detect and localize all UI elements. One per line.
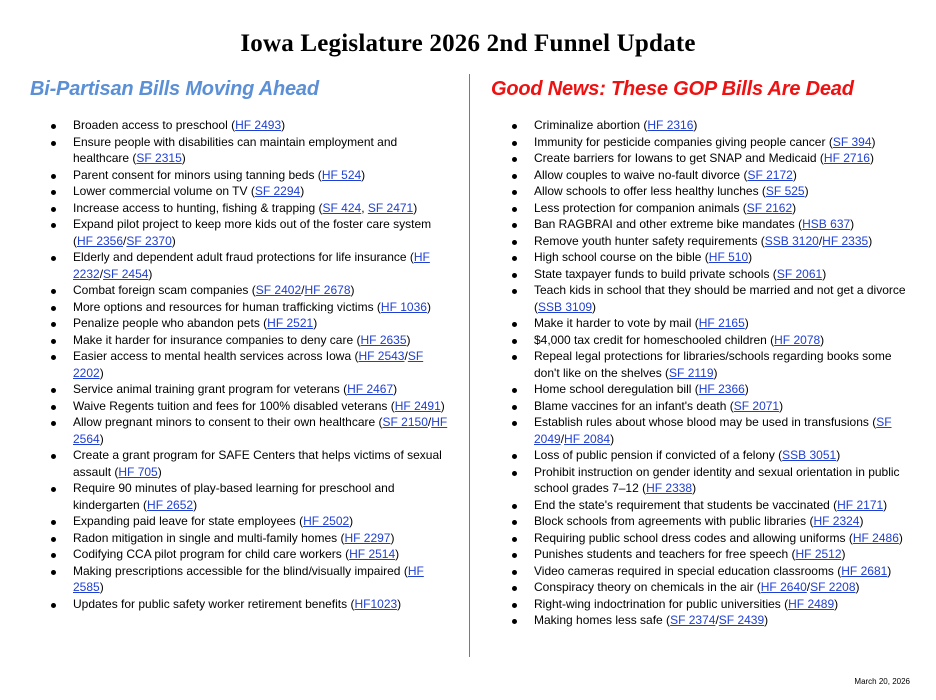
bill-description-text: ) <box>397 596 402 611</box>
bill-description-text: / <box>806 580 811 594</box>
bill-number-link[interactable]: HF 2297 <box>344 530 391 545</box>
bill-description-text: ) <box>393 382 398 396</box>
bill-number-link[interactable]: SSB 3120 <box>764 233 819 248</box>
bullet-icon <box>512 141 517 146</box>
page-title: Iowa Legislature 2026 2nd Funnel Update <box>240 30 696 57</box>
dead-bill-list <box>491 117 909 629</box>
bill-list-item <box>491 266 909 283</box>
bill-number-link[interactable]: HF 2493 <box>235 118 282 132</box>
dead-bills-column <box>491 74 909 629</box>
bill-list-item <box>491 530 909 547</box>
bullet-icon <box>512 471 517 476</box>
bill-description-text: ) <box>841 547 846 561</box>
bill-description-text: / <box>427 415 432 429</box>
bill-description-text: ) <box>792 200 797 215</box>
bill-description-text: Parent consent for minors using tanning beds ( <box>73 167 322 182</box>
bill-description-text: ) <box>883 497 888 512</box>
bill-number-link[interactable]: HF 2652 <box>147 497 194 512</box>
bill-description-text: ) <box>836 448 841 462</box>
bill-list-item <box>491 348 909 381</box>
bill-list-item <box>491 117 909 134</box>
bill-description-text: ) <box>764 613 769 627</box>
bill-description-text: ) <box>744 382 749 396</box>
bill-list-item <box>30 249 448 282</box>
bullet-icon <box>51 141 56 146</box>
bullet-icon <box>512 223 517 228</box>
bill-number-link[interactable]: HF 2467 <box>347 382 394 396</box>
bill-description-text: Make it harder for insurance companies to deny care ( <box>73 332 361 347</box>
bill-description-text: Allow schools to offer less healthy lunches ( <box>534 184 766 198</box>
bill-number-link[interactable]: HF 524 <box>321 167 362 182</box>
bullet-icon <box>512 570 517 575</box>
bill-description-text: Criminalize abortion ( <box>534 118 648 132</box>
bill-description-text: Video cameras required in special education classrooms ( <box>534 563 842 578</box>
bill-description-text: Teach kids in school that they should be married and not get a divorce ( <box>534 283 906 314</box>
bullet-icon <box>51 207 56 212</box>
bill-description-text: ) <box>855 580 860 594</box>
bill-description-text: ) <box>898 530 903 545</box>
bill-description-text: ) <box>834 596 839 611</box>
bill-list-item <box>491 596 909 613</box>
bill-description-text: ) <box>850 217 855 231</box>
bill-description-text: ) <box>822 266 827 281</box>
bill-description-text: ) <box>887 563 892 578</box>
bill-list-item <box>30 167 448 184</box>
bill-list-item <box>491 216 909 233</box>
bill-description-text: , <box>361 200 368 215</box>
bill-description-text: ) <box>592 299 597 314</box>
bill-number-link[interactable]: SF 2315 <box>136 151 182 165</box>
bill-list-item <box>491 414 909 447</box>
bullet-icon <box>512 553 517 558</box>
bill-description-text: Lower commercial volume on TV ( <box>73 184 255 198</box>
bullet-icon <box>512 537 517 542</box>
bill-description-text: Easier access to mental health services across Iowa ( <box>73 349 359 363</box>
bill-description-text: / <box>715 613 719 627</box>
bill-number-link[interactable]: HF 2678 <box>304 283 351 297</box>
bill-number-link[interactable]: HF 2543 <box>358 349 405 363</box>
bill-description-text: Blame vaccines for an infant's death ( <box>534 398 734 413</box>
bill-list-item <box>30 480 448 513</box>
bill-description-text: ) <box>693 118 698 132</box>
bill-description-text: ) <box>859 514 864 528</box>
bill-list-item <box>491 563 909 580</box>
dead-bills-heading: Good News: These GOP Bills Are Dead <box>491 78 854 100</box>
bill-number-link[interactable]: SF 2454 <box>103 266 149 281</box>
bill-number-link[interactable]: SF 2162 <box>746 200 793 215</box>
bill-description-text: ) <box>406 332 411 347</box>
bill-description-text: Conspiracy theory on chemicals in the air ( <box>534 580 761 594</box>
bill-list-item <box>491 579 909 596</box>
bill-description-text: ) <box>804 184 809 198</box>
bullet-icon <box>51 339 56 344</box>
bill-number-link[interactable]: SF 2202 <box>73 349 424 380</box>
bullet-icon <box>51 405 56 410</box>
bill-number-link[interactable]: HF 2165 <box>698 316 745 330</box>
bill-number-link[interactable]: SF 2061 <box>776 266 823 281</box>
bill-description-text: Making prescriptions accessible for the blind/visually impaired ( <box>73 563 408 578</box>
bill-list-item <box>30 546 448 563</box>
bill-list-item <box>30 398 448 415</box>
bill-number-link[interactable]: SF 2439 <box>718 613 765 627</box>
bill-description-text: ) <box>779 398 784 413</box>
bill-number-link[interactable]: HF 2716 <box>823 151 870 165</box>
bill-description-text: Create a grant program for SAFE Centers that helps victims of sexual assault ( <box>73 448 442 479</box>
bullet-icon <box>51 124 56 129</box>
bill-number-link[interactable]: SF 424 <box>322 200 362 215</box>
bill-list-item <box>491 150 909 167</box>
bill-description-text: ) <box>868 233 873 248</box>
bill-description-text: Elderly and dependent adult fraud protections for life insurance ( <box>73 250 414 264</box>
bill-number-link[interactable]: SF 2150 <box>382 415 428 429</box>
bill-number-link[interactable]: HF 2084 <box>564 431 611 446</box>
bullet-icon <box>512 124 517 129</box>
bill-list-item <box>491 249 909 266</box>
bullet-icon <box>512 289 517 294</box>
bill-description-text: ) <box>871 134 876 149</box>
bill-description-text: Codifying CCA pilot program for child care workers ( <box>73 547 350 561</box>
bill-number-link[interactable]: HF 2564 <box>73 415 448 446</box>
bill-number-link[interactable]: HF 2514 <box>349 547 396 561</box>
bullet-icon <box>512 207 517 212</box>
bill-description-text: ) <box>281 118 286 132</box>
bill-description-text: ) <box>157 464 162 479</box>
bill-description-text: Requiring public school dress codes and allowing uniforms ( <box>534 530 853 545</box>
bill-number-link[interactable]: HF 2640 <box>760 580 807 594</box>
bill-description-text: Remove youth hunter safety requirements ( <box>534 233 765 248</box>
bill-number-link[interactable]: HF 2681 <box>841 563 888 578</box>
bill-description-text: Ensure people with disabilities can maintain employment and healthcare ( <box>73 134 398 165</box>
bill-description-text: Require 90 minutes of play-based learning for preschool and kindergarten ( <box>73 481 395 512</box>
bill-description-text: ) <box>692 481 697 495</box>
bill-description-text: Service animal training grant program for veterans ( <box>73 382 348 396</box>
bullet-icon <box>51 520 56 525</box>
bullet-icon <box>51 223 56 228</box>
bill-description-text: Expand pilot project to keep more kids out of the foster care system ( <box>73 217 432 248</box>
bill-list-item <box>491 398 909 415</box>
bullet-icon <box>51 388 56 393</box>
column-divider <box>469 74 470 657</box>
bill-number-link[interactable]: HF 1036 <box>380 299 427 314</box>
bullet-icon <box>51 421 56 426</box>
bullet-icon <box>51 289 56 294</box>
bill-description-text: Ban RAGBRAI and other extreme bike mandates ( <box>534 217 803 231</box>
bill-description-text: Penalize people who abandon pets ( <box>73 316 268 330</box>
bill-description-text: More options and resources for human trafficking victims ( <box>73 299 381 314</box>
bill-description-text: / <box>301 283 305 297</box>
document-date: March 20, 2026 <box>854 677 910 686</box>
bill-number-link[interactable]: SF 2119 <box>669 365 714 380</box>
bullet-icon <box>512 586 517 591</box>
bill-description-text: Combat foreign scam companies ( <box>73 283 256 297</box>
bill-number-link[interactable]: HF 705 <box>118 464 158 479</box>
bullet-icon <box>512 322 517 327</box>
bullet-icon <box>51 553 56 558</box>
bill-number-link[interactable]: SSB 3109 <box>538 299 593 314</box>
bill-description-text: ) <box>349 514 354 528</box>
bill-number-link[interactable]: SF 2172 <box>747 167 793 182</box>
bipartisan-column <box>30 74 448 612</box>
bullet-icon <box>512 339 517 344</box>
bill-list-item <box>30 596 448 613</box>
bill-description-text: ) <box>440 398 445 413</box>
bill-number-link[interactable]: HF 2338 <box>646 481 693 495</box>
bill-list-item <box>30 299 448 316</box>
bullet-icon <box>512 388 517 393</box>
bill-description-text: Prohibit instruction on gender identity and sexual orientation in public school grades 7–12 ( <box>534 464 900 495</box>
bill-list-item <box>30 381 448 398</box>
bill-list-item <box>30 216 448 249</box>
bullet-icon <box>512 157 517 162</box>
bill-list-item <box>491 447 909 464</box>
bill-list-item <box>491 546 909 563</box>
bill-list-item <box>30 134 448 167</box>
bill-list-item <box>30 200 448 217</box>
bill-description-text: / <box>404 349 408 363</box>
bullet-icon <box>51 256 56 261</box>
bill-description-text: Repeal legal protections for libraries/schools regarding books some don't like on the shelves ( <box>534 349 892 380</box>
bill-description-text: ) <box>610 431 615 446</box>
bill-number-link[interactable]: HF 2491 <box>394 398 441 413</box>
bill-number-link[interactable]: HF 2316 <box>647 118 694 132</box>
bill-list-item <box>491 497 909 514</box>
bill-list-item <box>30 315 448 332</box>
bill-number-link[interactable]: SF 525 <box>765 184 805 198</box>
bill-number-link[interactable]: HF 2489 <box>788 596 835 611</box>
bullet-icon <box>51 537 56 542</box>
bill-description-text: ) <box>99 365 104 380</box>
bill-description-text: Home school deregulation bill ( <box>534 382 699 396</box>
bill-number-link[interactable]: SF 2370 <box>126 233 172 248</box>
bill-list-item <box>491 315 909 332</box>
bipartisan-bill-list <box>30 117 448 612</box>
bill-number-link[interactable]: SSB 3051 <box>782 448 837 462</box>
bill-description-text: Allow pregnant minors to consent to their own healthcare ( <box>73 415 383 429</box>
bill-description-text: / <box>560 431 565 446</box>
bill-number-link[interactable]: HF 510 <box>708 250 749 264</box>
bill-description-text: ) <box>748 250 753 264</box>
bill-number-link[interactable]: HF 2356 <box>77 233 124 248</box>
bill-list-item <box>491 464 909 497</box>
bill-number-link[interactable]: SF 2294 <box>254 184 301 198</box>
bill-description-text: Right-wing indoctrination for public universities ( <box>534 596 789 611</box>
bullet-icon <box>51 570 56 575</box>
bill-description-text: Radon mitigation in single and multi-family homes ( <box>73 530 345 545</box>
bill-description-text: State taxpayer funds to build private schools ( <box>534 266 777 281</box>
bill-description-text: / <box>123 233 127 248</box>
bill-description-text: ) <box>193 497 198 512</box>
bill-description-text: Expanding paid leave for state employees ( <box>73 514 304 528</box>
bullet-icon <box>512 405 517 410</box>
bullet-icon <box>512 355 517 360</box>
bill-list-item <box>30 530 448 547</box>
bill-description-text: $4,000 tax credit for homeschooled children ( <box>534 332 775 347</box>
bill-description-text: Block schools from agreements with public libraries ( <box>534 514 814 528</box>
bill-number-link[interactable]: SF 2374 <box>670 613 716 627</box>
bill-description-text: Making homes less safe ( <box>534 613 671 627</box>
bill-description-text: Punishes students and teachers for free speech ( <box>534 547 796 561</box>
bullet-icon <box>512 190 517 195</box>
bullet-icon <box>512 174 517 179</box>
bill-number-link[interactable]: SF 2049 <box>534 415 892 446</box>
bill-description-text: Loss of public pension if convicted of a felony ( <box>534 448 783 462</box>
bill-list-item <box>30 117 448 134</box>
bill-number-link[interactable]: HF 2366 <box>698 382 745 396</box>
bill-number-link[interactable]: HF 2171 <box>837 497 884 512</box>
bill-list-item <box>30 513 448 530</box>
bill-description-text: Waive Regents tuition and fees for 100% disabled veterans ( <box>73 398 395 413</box>
bill-number-link[interactable]: SF 394 <box>832 134 872 149</box>
bullet-icon <box>512 504 517 509</box>
bill-description-text: Less protection for companion animals ( <box>534 200 747 215</box>
bullet-icon <box>512 273 517 278</box>
bill-description-text: ) <box>350 283 355 297</box>
bullet-icon <box>51 306 56 311</box>
bill-description-text: Immunity for pesticide companies giving people cancer ( <box>534 134 833 149</box>
bill-list-item <box>491 167 909 184</box>
bill-description-text: ) <box>148 266 153 281</box>
bill-list-item <box>491 183 909 200</box>
bill-description-text: ) <box>361 167 366 182</box>
bill-number-link[interactable]: HF 2078 <box>774 332 821 347</box>
bullet-icon <box>512 256 517 261</box>
bill-description-text: ) <box>313 316 318 330</box>
bill-description-text: Create barriers for Iowans to get SNAP and Medicaid ( <box>534 151 824 165</box>
bill-number-link[interactable]: HF 2335 <box>822 233 869 248</box>
bill-description-text: ) <box>395 547 400 561</box>
bill-list-item <box>491 612 909 629</box>
bullet-icon <box>512 520 517 525</box>
bill-list-item <box>491 282 909 315</box>
bill-description-text: ) <box>99 431 104 446</box>
bill-number-link[interactable]: HF 2232 <box>73 250 430 281</box>
bill-list-item <box>30 414 448 447</box>
bill-list-item <box>30 332 448 349</box>
bullet-icon <box>51 603 56 608</box>
bill-number-link[interactable]: HF 2521 <box>267 316 314 330</box>
bill-description-text: ) <box>300 184 305 198</box>
bill-list-item <box>491 134 909 151</box>
bill-description-text: ) <box>426 299 431 314</box>
bullet-icon <box>51 487 56 492</box>
bill-description-text: Allow couples to waive no-fault divorce ( <box>534 167 748 182</box>
bill-number-link[interactable]: HF 2512 <box>795 547 842 561</box>
bill-list-item <box>491 513 909 530</box>
bill-list-item <box>491 200 909 217</box>
bill-number-link[interactable]: HF 2585 <box>73 563 424 594</box>
bill-description-text: ) <box>390 530 395 545</box>
bill-description-text: ) <box>792 167 797 182</box>
bill-number-link[interactable]: HF 2324 <box>813 514 860 528</box>
bullet-icon <box>51 454 56 459</box>
bill-description-text: / <box>99 266 104 281</box>
bullet-icon <box>51 190 56 195</box>
bill-description-text: Broaden access to preschool ( <box>73 118 236 132</box>
bill-description-text: ) <box>869 151 874 165</box>
bill-description-text: ) <box>820 332 825 347</box>
bill-number-link[interactable]: HF1023 <box>354 596 398 611</box>
bullet-icon <box>512 421 517 426</box>
bill-description-text: ) <box>99 580 104 594</box>
bullet-icon <box>512 240 517 245</box>
bill-number-link[interactable]: SF 2208 <box>810 580 856 594</box>
bill-number-link[interactable]: SF 2071 <box>733 398 780 413</box>
bill-number-link[interactable]: SF 2402 <box>255 283 302 297</box>
bullet-icon <box>512 603 517 608</box>
bill-description-text: End the state's requirement that students be vaccinated ( <box>534 497 838 512</box>
bill-description-text: Increase access to hunting, fishing & trapping ( <box>73 200 323 215</box>
bill-description-text: High school course on the bible ( <box>534 250 709 264</box>
bill-description-text: Updates for public safety worker retirement benefits ( <box>73 596 355 611</box>
bipartisan-heading: Bi-Partisan Bills Moving Ahead <box>30 78 319 100</box>
bill-list-item <box>30 447 448 480</box>
bill-description-text: Establish rules about whose blood may be used in transfusions ( <box>534 415 877 429</box>
bill-description-text: ) <box>744 316 749 330</box>
bullet-icon <box>51 174 56 179</box>
bill-description-text: ) <box>181 151 186 165</box>
bill-list-item <box>491 233 909 250</box>
bill-number-link[interactable]: SF 2471 <box>367 200 414 215</box>
bill-list-item <box>491 332 909 349</box>
bill-number-link[interactable]: HF 2486 <box>852 530 899 545</box>
bill-description-text: / <box>818 233 823 248</box>
bullet-icon <box>51 322 56 327</box>
bill-list-item <box>30 563 448 596</box>
bill-description-text: Make it harder to vote by mail ( <box>534 316 699 330</box>
bullet-icon <box>512 619 517 624</box>
bill-list-item <box>30 348 448 381</box>
bill-number-link[interactable]: HF 2635 <box>360 332 407 347</box>
bill-description-text: ) <box>413 200 418 215</box>
bullet-icon <box>512 454 517 459</box>
bill-description-text: ) <box>171 233 176 248</box>
bill-number-link[interactable]: HF 2502 <box>303 514 350 528</box>
bill-number-link[interactable]: HSB 637 <box>802 217 851 231</box>
bullet-icon <box>51 355 56 360</box>
bill-list-item <box>491 381 909 398</box>
bill-description-text: ) <box>713 365 718 380</box>
bill-list-item <box>30 282 448 299</box>
bill-list-item <box>30 183 448 200</box>
